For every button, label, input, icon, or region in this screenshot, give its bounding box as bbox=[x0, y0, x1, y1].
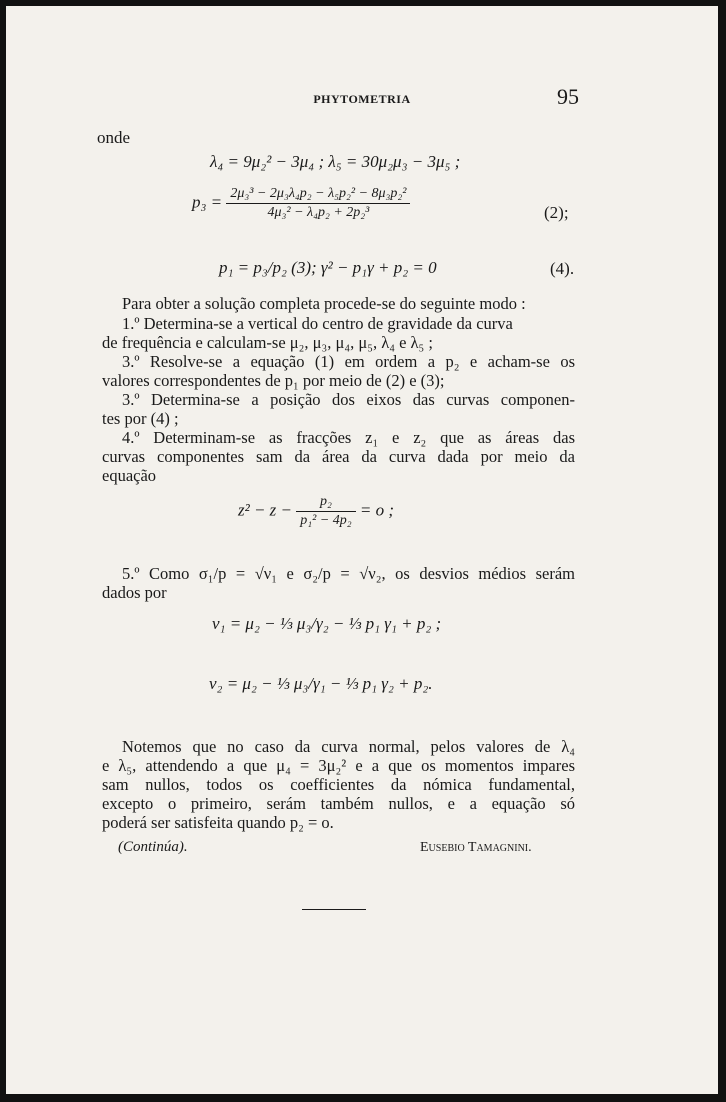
p3-equation bbox=[192, 186, 410, 221]
p1-equation: p₁ = p₃/p₂ (3); γ² − p₁γ + p₂ = 0 bbox=[219, 258, 437, 277]
paragraph-line: poderá ser satisfeita quando p₂ = o. bbox=[102, 813, 334, 832]
z-denominator: p₁² − 4p₂ bbox=[300, 513, 352, 528]
paragraph-line: equação bbox=[102, 466, 157, 485]
z-lhs: z² − z − bbox=[238, 500, 293, 520]
paragraph-line: de frequência e calculam-se μ₂, μ₃, μ₄, μ₅, λ₄ e λ₅ ; bbox=[102, 333, 433, 352]
lambda-equation: λ₄ = 9μ₂² − 3μ₄ ; λ₅ = 30μ₂μ₃ − 3μ₅ ; bbox=[210, 152, 461, 171]
author-signature: Eusebio Tamagnini. bbox=[420, 840, 532, 855]
p1-tag: (4). bbox=[550, 259, 575, 278]
paragraph-line: excepto o primeiro, serám também nullos, e a equação só bbox=[102, 794, 575, 813]
z-rhs: = o ; bbox=[359, 500, 395, 520]
p3-fraction bbox=[226, 186, 410, 221]
p3-lhs: p₃ = bbox=[192, 192, 223, 212]
page-sheet bbox=[6, 6, 718, 1094]
nu2-equation: ν₂ = μ₂ − ⅓ μ₃/γ₁ − ⅓ p₁ γ₂ + p₂. bbox=[209, 674, 433, 693]
paragraph-line: 3.º Resolve-se a equação (1) em ordem a p₂ e acham-se os bbox=[122, 352, 575, 371]
page-number: 95 bbox=[557, 84, 579, 109]
paragraph-line: dados por bbox=[102, 583, 167, 602]
running-title: PHYTOMETRIA bbox=[313, 92, 411, 106]
intro-word: onde bbox=[97, 128, 131, 147]
paragraph-line: 3.º Determina-se a posição dos eixos das curvas componen- bbox=[122, 390, 575, 409]
nu1-equation: ν₁ = μ₂ − ⅓ μ₃/γ₂ − ⅓ p₁ γ₁ + p₂ ; bbox=[212, 614, 442, 633]
paragraph-line: sam nullos, todos os coefficientes da nómica fundamental, bbox=[102, 775, 575, 794]
paragraph-line: curvas componentes sam da área da curva dada por meio da bbox=[102, 447, 575, 466]
z-fraction bbox=[296, 494, 355, 529]
continued-note: (Continúa). bbox=[118, 839, 188, 855]
paragraph-line: 4.º Determinam-se as fracções z₁ e z₂ que as áreas das bbox=[122, 428, 575, 447]
p3-denominator: 4μ₃² − λ₄p₂ + 2p₂³ bbox=[267, 205, 370, 220]
z-numerator: p₂ bbox=[296, 494, 355, 512]
z-equation bbox=[238, 494, 394, 529]
paragraph-line: 5.º Como σ₁/p = √ν₁ e σ₂/p = √ν₂, os desvios médios serám bbox=[122, 564, 575, 583]
paragraph-line: tes por (4) ; bbox=[102, 409, 179, 428]
paragraph-line: Notemos que no caso da curva normal, pelos valores de λ₄ bbox=[122, 737, 575, 756]
p3-numerator: 2μ₃³ − 2μ₃λ₄p₂ − λ₅p₂² − 8μ₃p₂² bbox=[226, 186, 410, 204]
paragraph-line: valores correspondentes de p₁ por meio de (2) e (3); bbox=[102, 371, 445, 390]
paragraph-line: Para obter a solução completa procede-se do seguinte modo : bbox=[122, 294, 526, 313]
section-rule bbox=[302, 909, 366, 910]
paragraph-line: e λ₅, attendendo a que μ₄ = 3μ₂² e a que os momentos impares bbox=[102, 756, 575, 775]
paragraph-line: 1.º Determina-se a vertical do centro de gravidade da curva bbox=[122, 314, 513, 333]
p3-tag: (2); bbox=[544, 203, 569, 222]
